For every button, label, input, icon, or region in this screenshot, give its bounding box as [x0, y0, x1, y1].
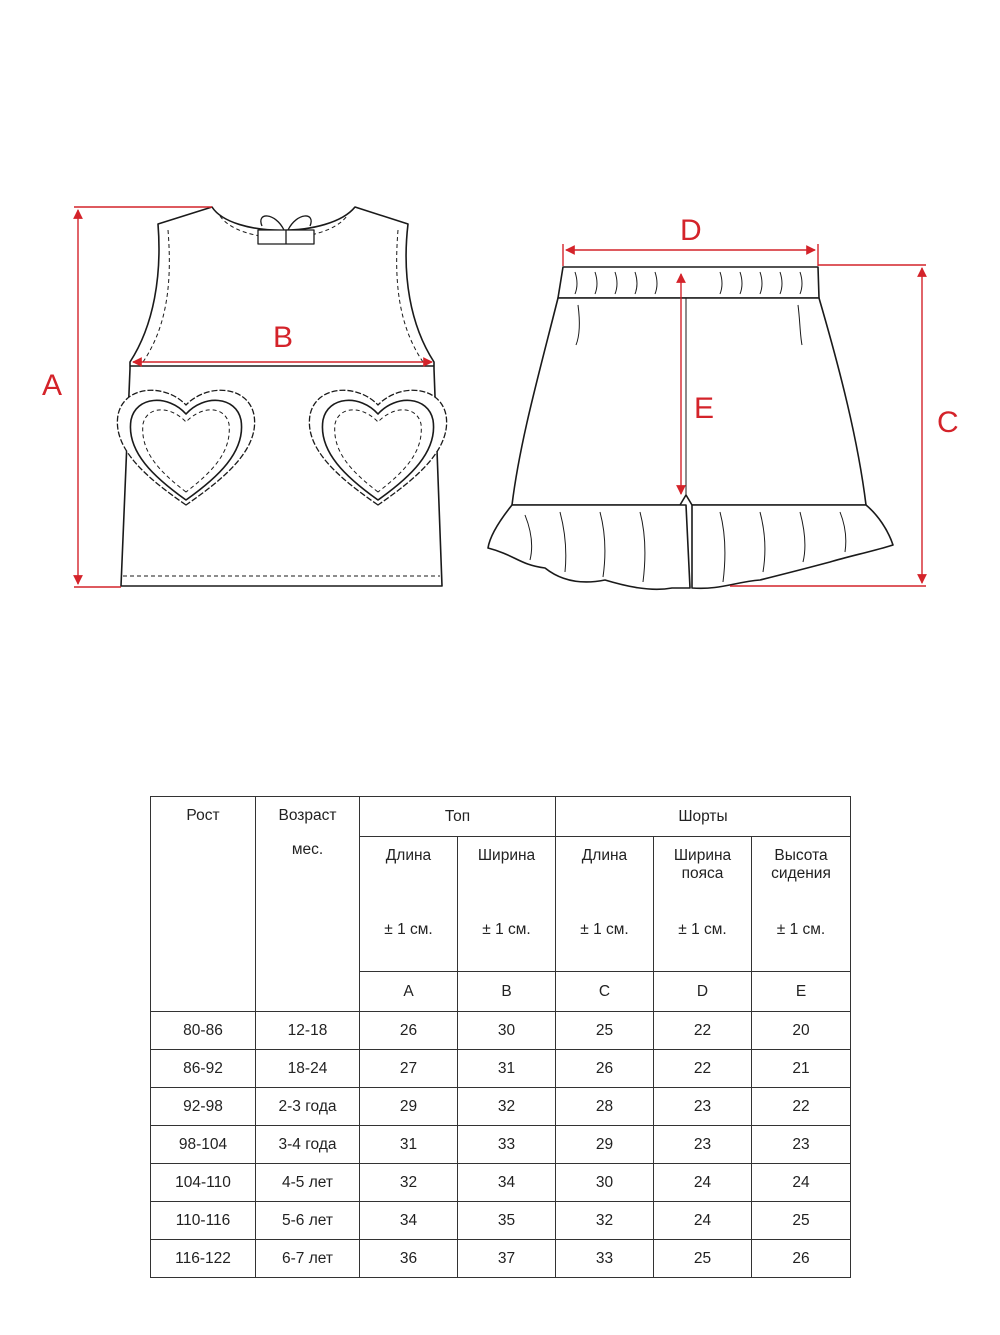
tolerance-text: ± 1 см.	[678, 921, 727, 938]
cell-c: 30	[556, 1164, 654, 1202]
cell-e: 21	[752, 1050, 851, 1088]
letter-e: E	[752, 972, 851, 1012]
cell-c: 25	[556, 1012, 654, 1050]
dim-label-a: A	[42, 369, 63, 402]
subheader-shorts-length: Длина ± 1 см.	[556, 837, 654, 972]
cell-b: 33	[458, 1126, 556, 1164]
header-age-unit: мес.	[291, 841, 324, 858]
cell-a: 31	[360, 1126, 458, 1164]
cell-height: 104-110	[151, 1164, 256, 1202]
cell-b: 32	[458, 1088, 556, 1126]
cell-c: 26	[556, 1050, 654, 1088]
cell-a: 27	[360, 1050, 458, 1088]
cell-e: 26	[752, 1240, 851, 1278]
cell-e: 22	[752, 1088, 851, 1126]
cell-d: 24	[654, 1202, 752, 1240]
cell-height: 98-104	[151, 1126, 256, 1164]
cell-b: 30	[458, 1012, 556, 1050]
table-row	[151, 1164, 851, 1202]
cell-age: 12-18	[256, 1012, 360, 1050]
cell-a: 34	[360, 1202, 458, 1240]
cell-e: 23	[752, 1126, 851, 1164]
dim-label-b: B	[273, 321, 294, 354]
cell-d: 25	[654, 1240, 752, 1278]
cell-age: 2-3 года	[256, 1088, 360, 1126]
letter-c: C	[556, 972, 654, 1012]
shorts-drawing	[488, 267, 893, 589]
cell-e: 20	[752, 1012, 851, 1050]
header-age-label: Возраст	[278, 807, 337, 824]
cell-a: 29	[360, 1088, 458, 1126]
cell-b: 37	[458, 1240, 556, 1278]
table-row	[151, 1126, 851, 1164]
subheader-top-width: Ширина ± 1 см.	[458, 837, 556, 972]
cell-height: 86-92	[151, 1050, 256, 1088]
shorts-body	[512, 298, 866, 505]
header-age	[256, 797, 360, 1012]
cell-height: 116-122	[151, 1240, 256, 1278]
back-bow	[258, 216, 314, 244]
cell-b: 34	[458, 1164, 556, 1202]
top-drawing	[117, 207, 446, 586]
subheader-shorts-waist: Ширина пояса ± 1 см.	[654, 837, 752, 972]
cell-e: 25	[752, 1202, 851, 1240]
cell-d: 22	[654, 1012, 752, 1050]
cell-b: 35	[458, 1202, 556, 1240]
cell-age: 5-6 лет	[256, 1202, 360, 1240]
cell-d: 24	[654, 1164, 752, 1202]
subheader-shorts-rise: Высота сидения ± 1 см.	[752, 837, 851, 972]
subheader-top-length: Длина ± 1 см.	[360, 837, 458, 972]
cell-a: 32	[360, 1164, 458, 1202]
table-row	[151, 1240, 851, 1278]
tolerance-text: ± 1 см.	[384, 921, 433, 938]
shorts-right-frill	[692, 505, 893, 588]
cell-d: 23	[654, 1126, 752, 1164]
header-height: Рост	[151, 797, 256, 1012]
cell-age: 4-5 лет	[256, 1164, 360, 1202]
cell-d: 23	[654, 1088, 752, 1126]
cell-c: 32	[556, 1202, 654, 1240]
tolerance-text: ± 1 см.	[580, 921, 629, 938]
dim-label-e: E	[694, 392, 715, 425]
letter-d: D	[654, 972, 752, 1012]
letter-b: B	[458, 972, 556, 1012]
tolerance-text: ± 1 см.	[776, 921, 826, 938]
cell-age: 18-24	[256, 1050, 360, 1088]
table-row	[151, 1202, 851, 1240]
cell-b: 31	[458, 1050, 556, 1088]
cell-e: 24	[752, 1164, 851, 1202]
cell-height: 92-98	[151, 1088, 256, 1126]
header-top: Топ	[360, 797, 556, 837]
size-table	[150, 796, 851, 1278]
table-row	[151, 1088, 851, 1126]
tolerance-text: ± 1 см.	[482, 921, 531, 938]
cell-c: 28	[556, 1088, 654, 1126]
cell-height: 80-86	[151, 1012, 256, 1050]
cell-height: 110-116	[151, 1202, 256, 1240]
cell-d: 22	[654, 1050, 752, 1088]
cell-a: 26	[360, 1012, 458, 1050]
letter-a: A	[360, 972, 458, 1012]
cell-a: 36	[360, 1240, 458, 1278]
cell-age: 6-7 лет	[256, 1240, 360, 1278]
cell-c: 33	[556, 1240, 654, 1278]
header-shorts: Шорты	[556, 797, 851, 837]
table-row	[151, 1050, 851, 1088]
dim-label-c: C	[937, 406, 959, 439]
shorts-left-frill	[488, 505, 690, 589]
table-row	[151, 1012, 851, 1050]
dim-label-d: D	[680, 214, 702, 247]
cell-c: 29	[556, 1126, 654, 1164]
cell-age: 3-4 года	[256, 1126, 360, 1164]
